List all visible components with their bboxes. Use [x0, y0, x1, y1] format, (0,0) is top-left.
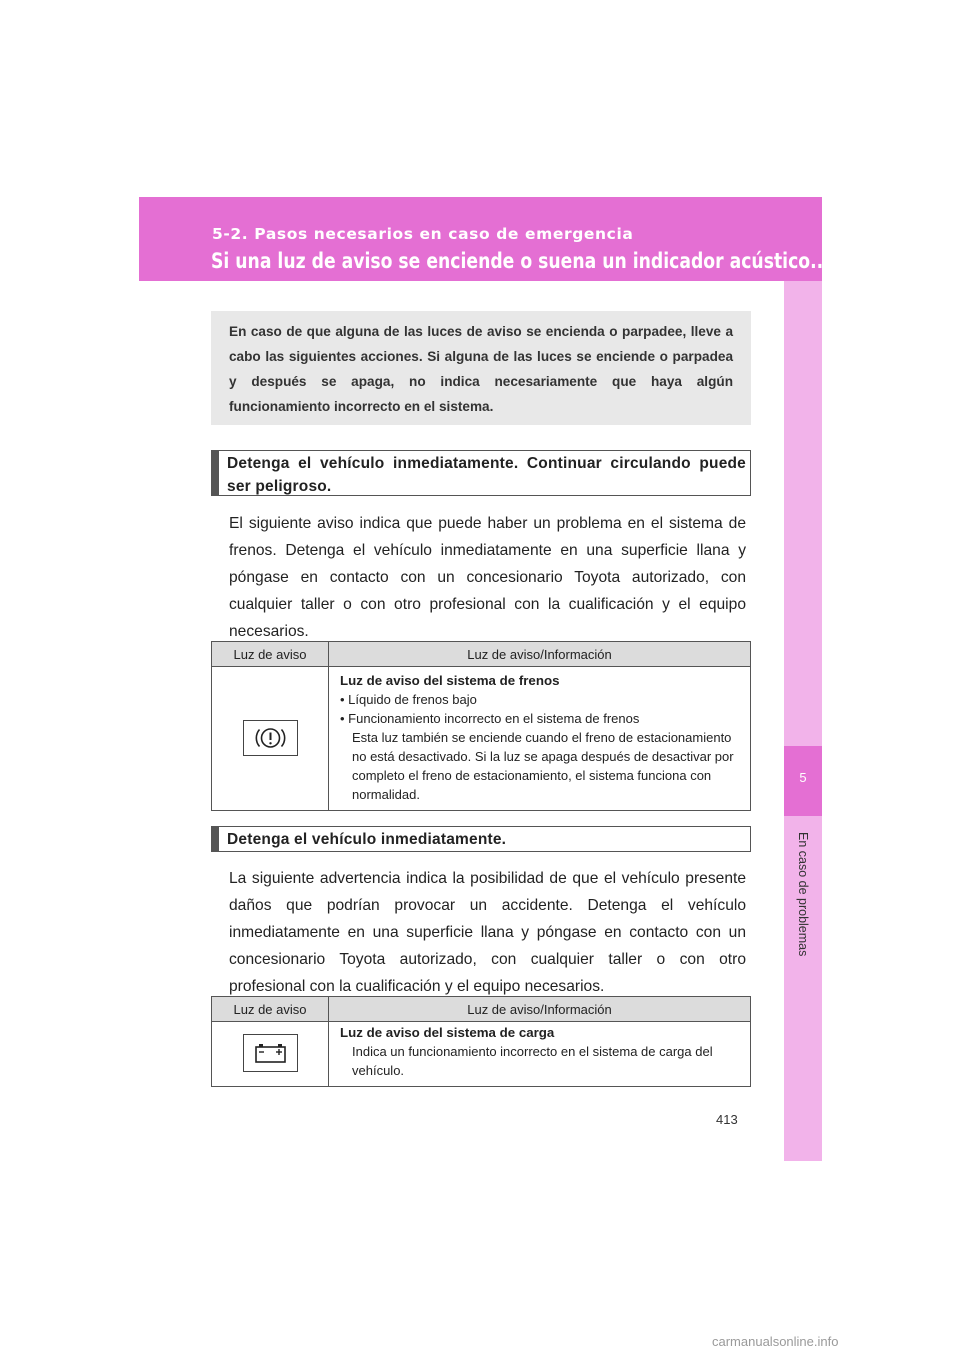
brake-warning-paragraph: El siguiente aviso indica que puede haber un problema en el sistema de frenos. Detenga el vehículo inmediatamente en una superficie llana y póngase en contacto con un concesionario Toyota autorizado, con cualquier taller o con otro profesional con la cualificación y el equipo necesarios. — [229, 515, 746, 640]
chapter-title: En caso de problemas — [796, 832, 810, 957]
info-bullet: • Líquido de frenos bajo — [340, 692, 477, 707]
table-header-row — [212, 997, 751, 1022]
icon-cell — [212, 667, 329, 811]
chapter-side-tab — [784, 281, 822, 1161]
info-bullet: • Funcionamiento incorrecto en el sistema de frenos — [340, 711, 640, 726]
column-header-light: Luz de aviso — [212, 642, 329, 667]
chapter-number: 5 — [799, 770, 807, 785]
info-cell — [329, 667, 751, 811]
column-header-light: Luz de aviso — [212, 997, 329, 1022]
charging-warning-paragraph: La siguiente advertencia indica la posibilidad de que el vehículo presente daños que podrían provocar un accidente. Detenga el vehículo inmediatamente en una superficie llana y póngase en contacto con un concesionario Toyota autorizado, con cualquier taller o con otro profesional con la cualificación y el equipo necesarios. — [229, 870, 746, 995]
callout-stop-vehicle: Detenga el vehículo inmediatamente. — [211, 826, 751, 852]
brake-warning-table — [211, 641, 751, 811]
section-label: 5-2. Pasos necesarios en caso de emergencia — [212, 225, 634, 243]
brake-warning-icon — [243, 720, 298, 756]
intro-text: En caso de que alguna de las luces de aviso se encienda o parpadee, lleve a cabo las siguientes acciones. Si alguna de las luces se enciende o parpadea y después se apaga, no indica necesariamente que haya algún funcionamiento incorrecto en el sistema. — [229, 324, 733, 414]
info-cell — [329, 1022, 751, 1087]
table-row — [212, 667, 751, 811]
icon-cell — [212, 1022, 329, 1087]
info-title: Luz de aviso del sistema de frenos — [340, 673, 560, 688]
table-header-row — [212, 642, 751, 667]
column-header-info: Luz de aviso/Información — [329, 997, 751, 1022]
table-row — [212, 1022, 751, 1087]
watermark: carmanualsonline.info — [712, 1334, 839, 1349]
info-note: Indica un funcionamiento incorrecto en el sistema de carga del vehículo. — [352, 1044, 713, 1078]
charging-warning-table — [211, 996, 751, 1087]
page-number: 413 — [716, 1112, 738, 1127]
intro-box — [211, 311, 751, 425]
battery-icon — [243, 1034, 298, 1072]
column-header-info: Luz de aviso/Información — [329, 642, 751, 667]
callout-stop-vehicle-danger: Detenga el vehículo inmediatamente. Continuar circulando puede ser peligroso. — [211, 450, 751, 496]
info-title: Luz de aviso del sistema de carga — [340, 1025, 555, 1040]
page-title: Si una luz de aviso se enciende o suena un indicador acústico... — [211, 249, 830, 273]
info-note: Esta luz también se enciende cuando el freno de estacionamiento no está desactivado. Si la luz se apaga después de desactivar por completo el freno de estacionamiento, el sistema funciona con normalidad. — [352, 730, 734, 802]
